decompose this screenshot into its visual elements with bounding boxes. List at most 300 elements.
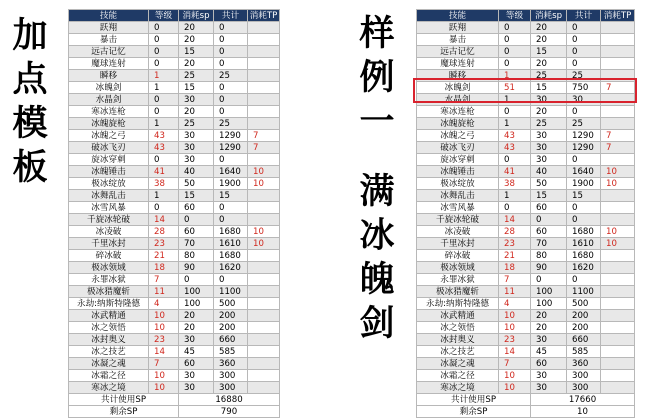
tp-cost-cell [248, 262, 280, 274]
sp-cost-cell: 0 [531, 274, 567, 286]
sp-cost-cell: 30 [179, 142, 214, 154]
tp-cost-cell: 10 [248, 238, 280, 250]
sp-cost-cell: 30 [179, 94, 214, 106]
header-total: 共计 [214, 10, 248, 22]
level-cell: 0 [499, 154, 531, 166]
skill-name-cell: 碎冰破 [417, 250, 499, 262]
level-cell: 1 [499, 94, 531, 106]
tp-cost-cell: 7 [248, 130, 280, 142]
skill-name-cell: 冰之技艺 [417, 346, 499, 358]
total-sp-row [69, 394, 280, 406]
skill-name-cell: 极冰猎魔斩 [417, 286, 499, 298]
tp-cost-cell [601, 322, 635, 334]
level-cell: 14 [499, 214, 531, 226]
table-row [417, 154, 635, 166]
tp-cost-cell [601, 58, 635, 70]
level-cell: 11 [499, 286, 531, 298]
tp-cost-cell [601, 334, 635, 346]
header-row [417, 10, 635, 22]
level-cell: 4 [149, 298, 179, 310]
level-cell: 28 [149, 226, 179, 238]
tp-cost-cell [248, 202, 280, 214]
header-tp-cost: 消耗TP [248, 10, 280, 22]
tp-cost-cell [601, 382, 635, 394]
left-skill-table [68, 9, 280, 418]
sp-cost-cell: 80 [531, 250, 567, 262]
total-cell: 0 [214, 22, 248, 34]
skill-name-cell: 极冰领域 [417, 262, 499, 274]
total-cell: 200 [214, 310, 248, 322]
table-row [417, 358, 635, 370]
table-row [69, 298, 280, 310]
tp-cost-cell [248, 214, 280, 226]
total-sp-row [417, 394, 635, 406]
sp-cost-cell: 30 [531, 334, 567, 346]
tp-cost-cell: 7 [601, 142, 635, 154]
level-cell: 10 [149, 322, 179, 334]
total-cell: 1680 [214, 250, 248, 262]
tp-cost-cell [601, 106, 635, 118]
skill-name-cell: 跃翔 [69, 22, 149, 34]
sp-cost-cell: 0 [179, 214, 214, 226]
level-cell: 21 [499, 250, 531, 262]
level-cell: 43 [149, 130, 179, 142]
tp-cost-cell [601, 154, 635, 166]
total-cell: 0 [214, 106, 248, 118]
level-cell: 1 [149, 70, 179, 82]
level-cell: 10 [149, 370, 179, 382]
skill-name-cell: 远古记忆 [417, 46, 499, 58]
total-cell: 0 [567, 214, 601, 226]
table-row [69, 34, 280, 46]
sp-cost-cell: 60 [531, 358, 567, 370]
tp-cost-cell [601, 346, 635, 358]
total-cell: 200 [567, 322, 601, 334]
total-cell: 0 [567, 154, 601, 166]
tp-cost-cell [248, 34, 280, 46]
sp-cost-cell: 20 [179, 58, 214, 70]
total-cell: 1620 [214, 262, 248, 274]
total-cell: 585 [214, 346, 248, 358]
total-cell: 25 [567, 118, 601, 130]
table-row [417, 346, 635, 358]
sp-cost-cell: 100 [179, 298, 214, 310]
total-cell: 300 [567, 382, 601, 394]
level-cell: 43 [499, 142, 531, 154]
skill-name-cell: 永劫:纳斯特隆德 [417, 298, 499, 310]
tp-cost-cell [248, 274, 280, 286]
total-cell: 0 [214, 34, 248, 46]
skill-name-cell: 冰魄旋枪 [417, 118, 499, 130]
summary-label: 剩余SP [417, 406, 531, 418]
header-tp-cost: 消耗TP [601, 10, 635, 22]
table-row [417, 250, 635, 262]
total-cell: 1100 [567, 286, 601, 298]
sp-cost-cell: 50 [179, 178, 214, 190]
skill-name-cell: 暴击 [69, 34, 149, 46]
level-cell: 23 [499, 238, 531, 250]
total-cell: 0 [214, 202, 248, 214]
tp-cost-cell [601, 250, 635, 262]
tp-cost-cell [248, 154, 280, 166]
total-cell: 300 [567, 370, 601, 382]
tp-cost-cell [601, 34, 635, 46]
total-cell: 500 [214, 298, 248, 310]
level-cell: 4 [499, 298, 531, 310]
sp-cost-cell: 90 [179, 262, 214, 274]
tp-cost-cell [248, 334, 280, 346]
left-title-char: 加 [12, 16, 48, 56]
right-title-char: 剑 [359, 304, 395, 344]
skill-name-cell: 冰武精通 [417, 310, 499, 322]
summary-value: 16880 [179, 394, 280, 406]
total-cell: 1680 [567, 226, 601, 238]
left-title-char: 模 [12, 104, 48, 144]
total-cell: 1100 [214, 286, 248, 298]
sp-cost-cell: 20 [179, 22, 214, 34]
total-cell: 1290 [214, 130, 248, 142]
table-row [69, 130, 280, 142]
total-cell: 1640 [567, 166, 601, 178]
tp-cost-cell [601, 310, 635, 322]
table-row [69, 190, 280, 202]
table-row [69, 286, 280, 298]
table-row [69, 238, 280, 250]
total-cell: 25 [214, 70, 248, 82]
summary-value: 790 [179, 406, 280, 418]
skill-name-cell: 跃翔 [417, 22, 499, 34]
sp-cost-cell: 60 [179, 358, 214, 370]
level-cell: 1 [149, 190, 179, 202]
sp-cost-cell: 15 [531, 46, 567, 58]
right-skill-table [416, 9, 635, 418]
table-row [417, 322, 635, 334]
table-row [69, 70, 280, 82]
table-row [69, 118, 280, 130]
skill-name-cell: 冰魄之弓 [417, 130, 499, 142]
tp-cost-cell [601, 370, 635, 382]
skill-name-cell: 极冰领域 [69, 262, 149, 274]
table-row [69, 106, 280, 118]
sp-cost-cell: 30 [531, 94, 567, 106]
sp-cost-cell: 0 [531, 214, 567, 226]
sp-cost-cell: 30 [179, 130, 214, 142]
sp-cost-cell: 70 [531, 238, 567, 250]
sp-cost-cell: 40 [179, 166, 214, 178]
level-cell: 18 [499, 262, 531, 274]
table-row [417, 190, 635, 202]
skill-name-cell: 旋冰穿刺 [417, 154, 499, 166]
right-title-char: 例 [359, 58, 395, 98]
level-cell: 0 [499, 106, 531, 118]
summary-label: 剩余SP [69, 406, 179, 418]
sp-cost-cell: 20 [179, 322, 214, 334]
table-row [417, 178, 635, 190]
level-cell: 14 [149, 214, 179, 226]
table-row [69, 274, 280, 286]
skill-name-cell: 永罪冰狱 [417, 274, 499, 286]
header-level: 等级 [499, 10, 531, 22]
total-cell: 30 [567, 94, 601, 106]
table-row [69, 58, 280, 70]
skill-name-cell: 寒冰连枪 [417, 106, 499, 118]
header-row [69, 10, 280, 22]
skill-name-cell: 极冰猎魔斩 [69, 286, 149, 298]
skill-name-cell: 水晶剑 [417, 94, 499, 106]
sp-cost-cell: 15 [531, 82, 567, 94]
total-cell: 0 [567, 106, 601, 118]
level-cell: 38 [149, 178, 179, 190]
sp-cost-cell: 45 [531, 346, 567, 358]
level-cell: 23 [149, 334, 179, 346]
skill-name-cell: 水晶剑 [69, 94, 149, 106]
table-row [417, 46, 635, 58]
table-row [417, 286, 635, 298]
right-title-char: 魄 [359, 260, 395, 300]
sp-cost-cell: 30 [531, 370, 567, 382]
level-cell: 7 [499, 274, 531, 286]
skill-name-cell: 冰霜之径 [69, 370, 149, 382]
tp-cost-cell: 7 [248, 142, 280, 154]
total-cell: 0 [567, 34, 601, 46]
table-row [417, 58, 635, 70]
level-cell: 1 [499, 118, 531, 130]
right-title-char: 一 [359, 102, 395, 142]
tp-cost-cell [248, 94, 280, 106]
sp-cost-cell: 30 [179, 382, 214, 394]
table-row [417, 166, 635, 178]
skill-name-cell: 冰凌破 [417, 226, 499, 238]
left-title-char: 点 [12, 60, 48, 100]
tp-cost-cell [248, 190, 280, 202]
level-cell: 23 [499, 334, 531, 346]
level-cell: 1 [499, 190, 531, 202]
skill-name-cell: 冰魄锤击 [69, 166, 149, 178]
total-cell: 0 [567, 274, 601, 286]
sp-cost-cell: 20 [179, 310, 214, 322]
level-cell: 38 [499, 178, 531, 190]
total-cell: 0 [214, 154, 248, 166]
level-cell: 0 [149, 34, 179, 46]
sp-cost-cell: 20 [531, 106, 567, 118]
total-cell: 660 [214, 334, 248, 346]
right-vertical-title [357, 12, 397, 346]
level-cell: 14 [149, 346, 179, 358]
tp-cost-cell [601, 358, 635, 370]
left-table-body [69, 22, 280, 418]
total-cell: 500 [567, 298, 601, 310]
sp-cost-cell: 20 [531, 22, 567, 34]
skill-name-cell: 冰舞乱击 [417, 190, 499, 202]
total-cell: 1900 [214, 178, 248, 190]
sp-cost-cell: 45 [179, 346, 214, 358]
table-row [69, 382, 280, 394]
tp-cost-cell: 10 [248, 166, 280, 178]
skill-name-cell: 极冰绽放 [69, 178, 149, 190]
sp-cost-cell: 30 [531, 142, 567, 154]
skill-name-cell: 瞬移 [417, 70, 499, 82]
level-cell: 14 [499, 346, 531, 358]
table-row [417, 214, 635, 226]
tp-cost-cell [601, 262, 635, 274]
table-row [69, 46, 280, 58]
table-row [417, 142, 635, 154]
level-cell: 51 [499, 82, 531, 94]
highlight-box [413, 78, 637, 103]
header-level: 等级 [149, 10, 179, 22]
skill-name-cell: 极冰绽放 [417, 178, 499, 190]
total-cell: 0 [567, 58, 601, 70]
skill-name-cell: 冰之技艺 [69, 346, 149, 358]
table-row [417, 382, 635, 394]
tp-cost-cell: 10 [601, 238, 635, 250]
title-gap [357, 144, 397, 170]
total-cell: 0 [567, 46, 601, 58]
header-sp-cost: 消耗sp [179, 10, 214, 22]
total-cell: 1680 [567, 250, 601, 262]
total-cell: 360 [567, 358, 601, 370]
total-cell: 200 [214, 322, 248, 334]
sp-cost-cell: 20 [531, 58, 567, 70]
header-skill: 技能 [417, 10, 499, 22]
total-cell: 1290 [567, 142, 601, 154]
level-cell: 41 [499, 166, 531, 178]
total-cell: 0 [214, 46, 248, 58]
level-cell: 7 [149, 358, 179, 370]
sp-cost-cell: 30 [179, 370, 214, 382]
table-row [417, 262, 635, 274]
tp-cost-cell [601, 286, 635, 298]
sp-cost-cell: 60 [531, 202, 567, 214]
table-row [417, 118, 635, 130]
level-cell: 18 [149, 262, 179, 274]
summary-label: 共计使用SP [417, 394, 531, 406]
table-row [69, 310, 280, 322]
total-cell: 1290 [567, 130, 601, 142]
total-cell: 0 [567, 202, 601, 214]
table-row [69, 334, 280, 346]
skill-name-cell: 破冰飞刃 [417, 142, 499, 154]
table-row [69, 214, 280, 226]
table-row [417, 274, 635, 286]
tp-cost-cell [601, 214, 635, 226]
skill-name-cell: 碎冰破 [69, 250, 149, 262]
left-title-char: 板 [12, 148, 48, 188]
skill-name-cell: 冰舞乱击 [69, 190, 149, 202]
tp-cost-cell [248, 298, 280, 310]
skill-name-cell: 冰魄锤击 [417, 166, 499, 178]
table-row [69, 262, 280, 274]
table-row [417, 310, 635, 322]
skill-name-cell: 冰魄剑 [69, 82, 149, 94]
skill-name-cell: 冰雪风暴 [417, 202, 499, 214]
table-row [417, 238, 635, 250]
table-row [69, 226, 280, 238]
summary-value: 10 [531, 406, 635, 418]
sp-cost-cell: 50 [531, 178, 567, 190]
sp-cost-cell: 90 [531, 262, 567, 274]
tp-cost-cell [601, 190, 635, 202]
tp-cost-cell: 7 [601, 82, 635, 94]
right-title-char: 冰 [359, 216, 395, 256]
skill-name-cell: 冰魄之弓 [69, 130, 149, 142]
total-cell: 1640 [214, 166, 248, 178]
level-cell: 0 [149, 94, 179, 106]
skill-name-cell: 千旋冰轮破 [417, 214, 499, 226]
level-cell: 0 [499, 202, 531, 214]
sp-cost-cell: 30 [179, 334, 214, 346]
total-cell: 0 [214, 94, 248, 106]
sp-cost-cell: 25 [531, 118, 567, 130]
table-row [69, 346, 280, 358]
sp-cost-cell: 0 [179, 274, 214, 286]
total-cell: 15 [567, 190, 601, 202]
table-row [417, 130, 635, 142]
skill-name-cell: 冰封奥义 [417, 334, 499, 346]
sp-cost-cell: 15 [531, 190, 567, 202]
tp-cost-cell [248, 358, 280, 370]
level-cell: 0 [499, 22, 531, 34]
level-cell: 0 [149, 202, 179, 214]
level-cell: 0 [149, 154, 179, 166]
sp-cost-cell: 25 [179, 118, 214, 130]
table-row [417, 22, 635, 34]
total-cell: 360 [214, 358, 248, 370]
tp-cost-cell [248, 370, 280, 382]
tp-cost-cell [248, 46, 280, 58]
skill-name-cell: 冰魄旋枪 [69, 118, 149, 130]
sp-cost-cell: 30 [531, 382, 567, 394]
skill-name-cell: 寒冰之境 [417, 382, 499, 394]
level-cell: 11 [149, 286, 179, 298]
level-cell: 10 [149, 382, 179, 394]
skill-name-cell: 冰之领悟 [69, 322, 149, 334]
table-row [69, 154, 280, 166]
sp-cost-cell: 100 [179, 286, 214, 298]
total-cell: 25 [214, 118, 248, 130]
total-cell: 1620 [567, 262, 601, 274]
level-cell: 23 [149, 238, 179, 250]
tp-cost-cell: 10 [248, 178, 280, 190]
level-cell: 10 [499, 310, 531, 322]
tp-cost-cell [248, 70, 280, 82]
total-cell: 300 [214, 370, 248, 382]
header-skill: 技能 [69, 10, 149, 22]
tp-cost-cell [601, 22, 635, 34]
level-cell: 0 [149, 58, 179, 70]
level-cell: 21 [149, 250, 179, 262]
sp-cost-cell: 25 [531, 70, 567, 82]
skill-name-cell: 千里冰封 [69, 238, 149, 250]
total-cell: 0 [567, 22, 601, 34]
skill-name-cell: 冰凌破 [69, 226, 149, 238]
table-row [417, 34, 635, 46]
skill-name-cell: 暴击 [417, 34, 499, 46]
skill-name-cell: 千里冰封 [417, 238, 499, 250]
sp-cost-cell: 15 [179, 82, 214, 94]
tp-cost-cell [248, 310, 280, 322]
total-cell: 1610 [214, 238, 248, 250]
level-cell: 1 [149, 118, 179, 130]
sp-cost-cell: 30 [531, 130, 567, 142]
skill-name-cell: 千旋冰轮破 [69, 214, 149, 226]
level-cell: 10 [149, 310, 179, 322]
header-total: 共计 [567, 10, 601, 22]
total-cell: 0 [214, 214, 248, 226]
sp-cost-cell: 20 [531, 34, 567, 46]
total-cell: 585 [567, 346, 601, 358]
tp-cost-cell [248, 58, 280, 70]
